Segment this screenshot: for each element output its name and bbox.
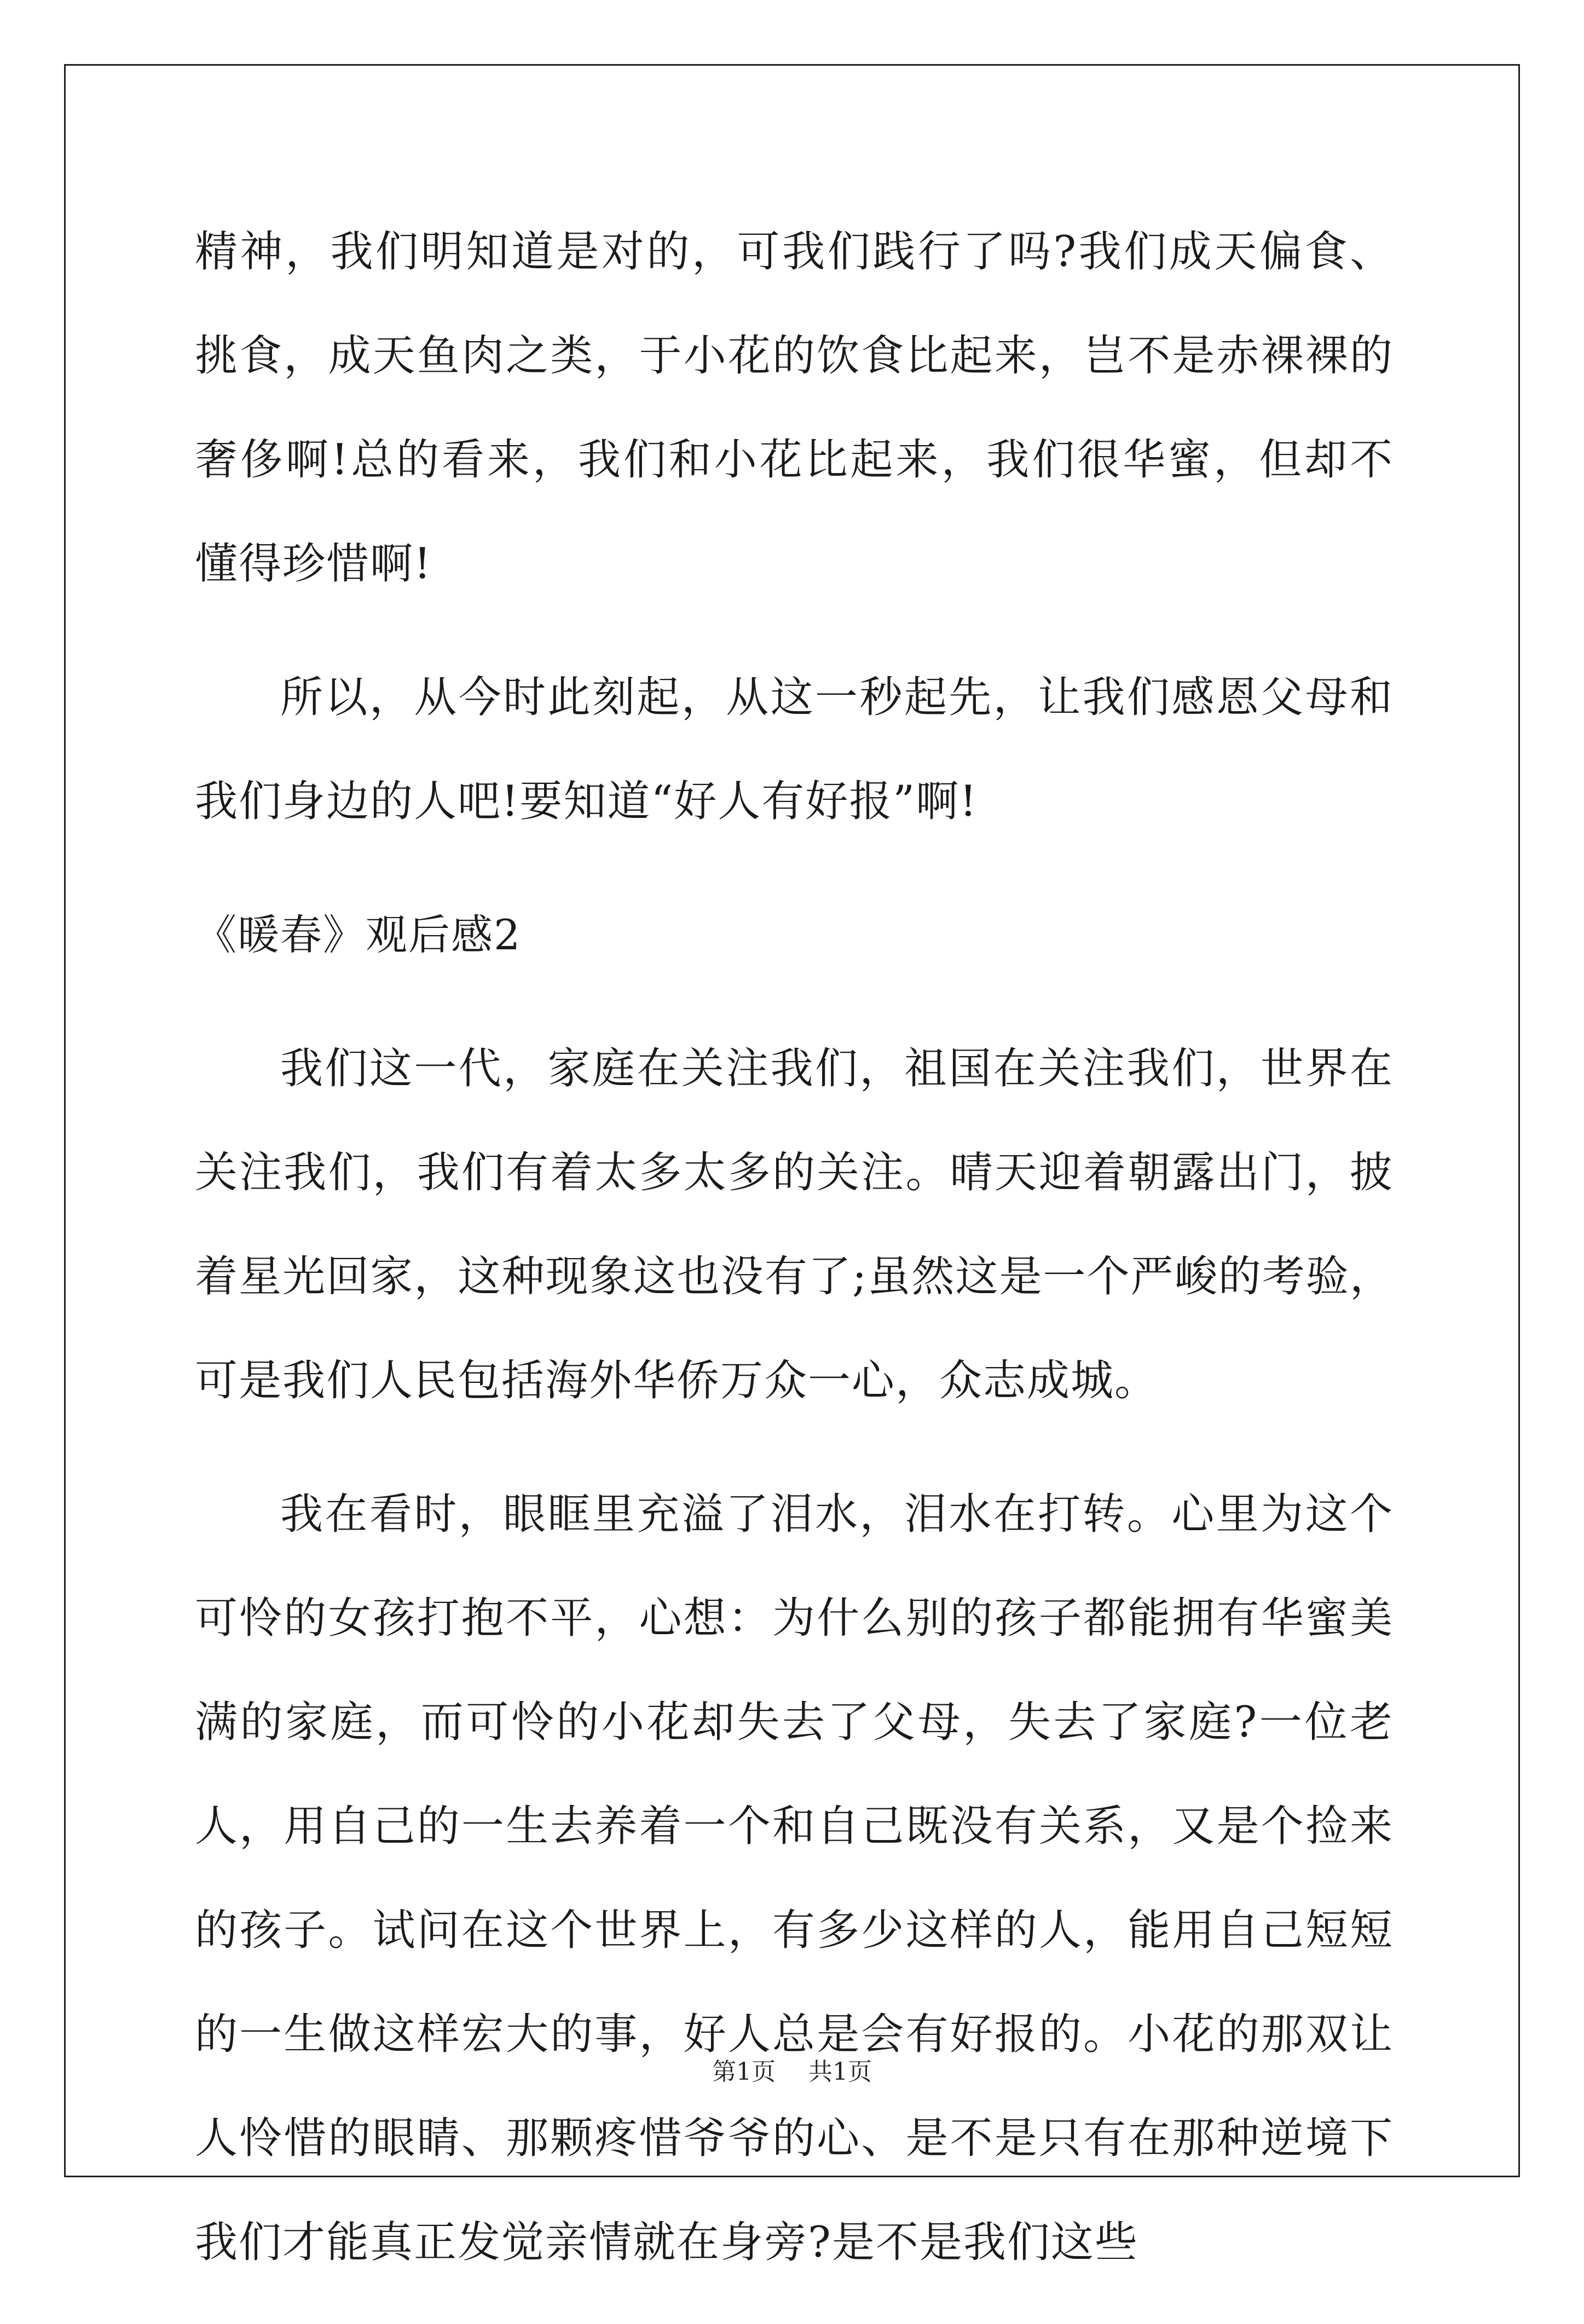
page-number: 第1页 [712, 2058, 776, 2086]
section-heading: 《暖春》观后感2 [195, 910, 522, 959]
paragraph-continuation: 精神，我们明知道是对的，可我们践行了吗?我们成天偏食、挑食，成天鱼肉之类，于小花的饮食比起来，岂不是赤裸裸的奢侈啊!总的看来，我们和小花比起来，我们很华蜜，但却不懂得珍惜啊! [195, 227, 1394, 589]
document-body [195, 200, 1394, 2324]
page-count: 共1页 [808, 2058, 872, 2086]
paragraph-reflection: 我在看时，眼眶里充溢了泪水，泪水在打转。心里为这个可怜的女孩打抱不平，心想：为什么别的孩子都能拥有华蜜美满的家庭，而可怜的小花却失去了父母，失去了家庭?一位老人，用自己的一生去养着一个和自己既没有关系，又是个捡来的孩子。试问在这个世界上，有多少这样的人，能用自己短短的一生做这样宏大的事，好人总是会有好报的。小花的那双让人怜惜的眼睛、那颗疼惜爷爷的心、是不是只有在那种逆境下我们才能真正发觉亲情就在身旁?是不是我们这些 [195, 1490, 1394, 2267]
page-footer [0, 2056, 1584, 2089]
paragraph-generation: 我们这一代，家庭在关注我们，祖国在关注我们，世界在关注我们，我们有着太多太多的关注。晴天迎着朝露出门，披着星光回家，这种现象这也没有了;虽然这是一个严峻的考验，可是我们人民包括海外华侨万众一心，众志成城。 [195, 1044, 1394, 1405]
paragraph-gratitude: 所以，从今时此刻起，从这一秒起先，让我们感恩父母和我们身边的人吧!要知道“好人有好报”啊! [195, 673, 1394, 826]
